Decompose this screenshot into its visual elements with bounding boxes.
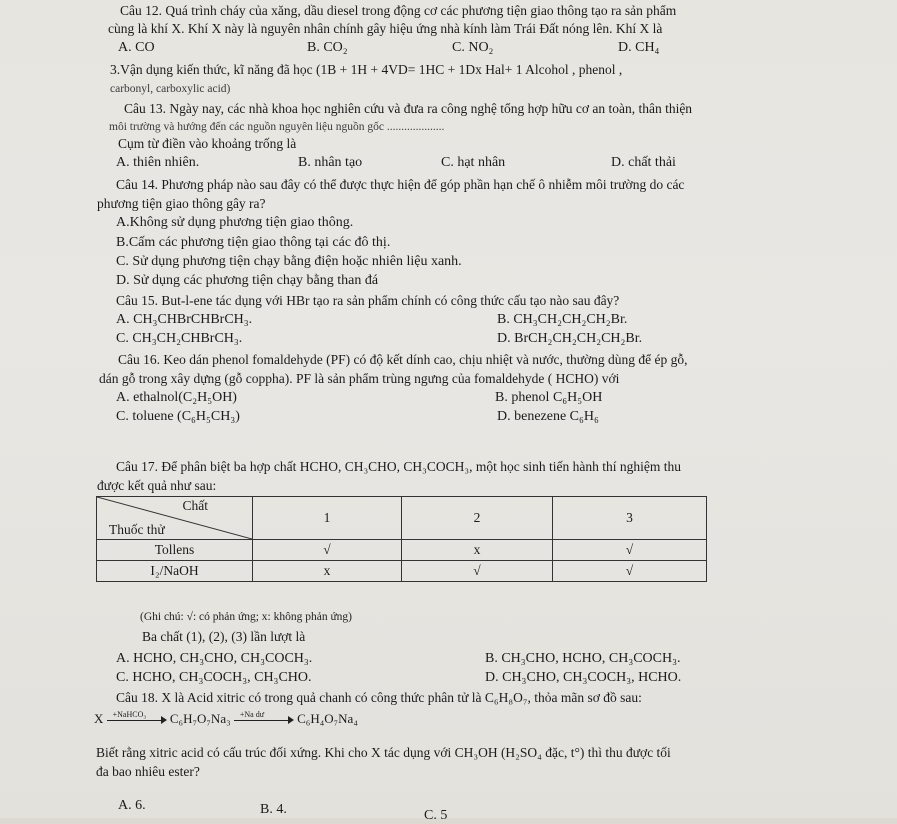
q16-line2: dán gỗ trong xây dựng (gỗ coppha). PF là sản phẩm trùng ngưng của fomaldehyde ( HCHO) với xyxy=(99,371,620,386)
q13-option-c: C. hạt nhân xyxy=(441,155,506,170)
q15-option-c: C. CH₃CH₂CHBrCH₃. xyxy=(116,331,243,346)
q17-line1: Câu 17. Để phân biệt ba hợp chất HCHO, CH₃CHO, CH₃COCH₃, một học sinh tiến hành thí nghiệm thu xyxy=(116,459,681,474)
reagent-1: +NaHCO₃ xyxy=(112,710,147,720)
q12-line2: cùng là khí X. Khí X này là nguyên nhân chính gây hiệu ứng nhà kính làm Trái Đất nóng lên. Khí X là xyxy=(108,21,663,36)
q13-option-d: D. chất thải xyxy=(611,155,676,170)
q18-line3: Biết rằng xitric acid có cấu trúc đối xứng. Khi cho X tác dụng với CH₃OH (H₂SO₄ đặc, t°) thì thu được tối xyxy=(96,745,671,760)
q18-option-a: A. 6. xyxy=(118,798,146,813)
row-label-iodoform: I₂/NaOH xyxy=(97,561,253,582)
corner-bottom-label: Thuốc thử xyxy=(109,522,165,537)
q12-option-d: D. CH₄ xyxy=(618,40,660,55)
section3-line2: carbonyl, carboxylic acid) xyxy=(110,83,231,95)
q13-option-b: B. nhân tạo xyxy=(298,155,363,170)
q18-option-b: B. 4. xyxy=(260,802,287,817)
reagent-2: +Na dư xyxy=(239,710,265,720)
q17-option-b: B. CH₃CHO, HCHO, CH₃COCH₃. xyxy=(485,651,681,666)
reaction-arrow-1 xyxy=(107,710,167,725)
cell-iodoform-2: √ xyxy=(402,561,553,582)
q16-option-a: A. ethalnol(C₂H₅OH) xyxy=(116,390,237,405)
q13-line1: Câu 13. Ngày nay, các nhà khoa học nghiên cứu và đưa ra công nghệ tổng hợp hữu cơ an toàn, thân thiện xyxy=(124,101,693,116)
column-header-3: 3 xyxy=(553,497,707,540)
results-table xyxy=(96,496,707,582)
q14-line2: phương tiện giao thông gây ra? xyxy=(97,196,266,211)
table-row xyxy=(97,561,707,582)
q14-line1: Câu 14. Phương pháp nào sau đây có thể được thực hiện để góp phần hạn chế ô nhiễm môi trường do các xyxy=(116,177,685,192)
q15-option-d: D. BrCH₂CH₂CH₂CH₂Br. xyxy=(497,331,643,346)
q15-option-b: B. CH₃CH₂CH₂CH₂Br. xyxy=(497,312,628,327)
reaction-arrow-2 xyxy=(234,710,294,725)
q12-line1: Câu 12. Quá trình cháy của xăng, dầu diesel trong động cơ các phương tiện giao thông tạo ra sản phẩm xyxy=(120,3,677,18)
q13-line2: môi trường và hướng đến các nguồn nguyên liệu nguồn gốc .................... xyxy=(109,121,445,133)
q16-option-c: C. toluene (C₆H₅CH₃) xyxy=(116,409,240,424)
q17-option-c: C. HCHO, CH₃COCH₃, CH₃CHO. xyxy=(116,670,312,685)
cell-tollens-3: √ xyxy=(553,540,707,561)
q14-option-d: D. Sử dụng các phương tiện chạy bằng than đá xyxy=(116,273,379,288)
q16-line1: Câu 16. Keo dán phenol fomaldehyde (PF) có độ kết dính cao, chịu nhiệt và nước, thường dùng để ép gỗ, xyxy=(118,352,688,367)
q18-line4: đa bao nhiêu ester? xyxy=(96,764,200,779)
q16-option-b: B. phenol C₆H₅OH xyxy=(495,390,603,405)
q13-option-a: A. thiên nhiên. xyxy=(116,155,200,170)
table-row xyxy=(97,497,707,540)
table-row xyxy=(97,540,707,561)
q18-line1: Câu 18. X là Acid xitric có trong quả chanh có công thức phân tử là C₆H₈O₇, thỏa mãn sơ đồ sau: xyxy=(116,690,642,705)
column-header-2: 2 xyxy=(402,497,553,540)
corner-top-label: Chất xyxy=(182,498,208,513)
scheme-start: X xyxy=(94,711,104,726)
cell-tollens-2: x xyxy=(402,540,553,561)
q13-line3: Cụm từ điền vào khoảng trống là xyxy=(118,136,297,151)
q12-option-c: C. NO₂ xyxy=(452,40,494,55)
q15-option-a: A. CH₃CHBrCHBrCH₃. xyxy=(116,312,253,327)
q17-prompt: Ba chất (1), (2), (3) lần lượt là xyxy=(142,629,306,644)
scheme-product-1: C₆H₇O₇Na₃ xyxy=(169,711,231,726)
scheme-product-2: C₆H₄O₇Na₄ xyxy=(297,711,358,726)
q17-option-a: A. HCHO, CH₃CHO, CH₃COCH₃. xyxy=(116,651,313,666)
row-label-tollens: Tollens xyxy=(97,540,253,561)
section3-line1: 3.Vận dụng kiến thức, kĩ năng đã học (1B + 1H + 4VD= 1HC + 1Dx Hal+ 1 Alcohol , phenol , xyxy=(110,62,623,77)
q17-line2: được kết quả như sau: xyxy=(97,478,217,493)
q15-line1: Câu 15. But-l-ene tác dụng với HBr tạo ra sản phẩm chính có công thức cấu tạo nào sau đây? xyxy=(116,293,620,308)
q14-option-c: C. Sử dụng phương tiện chạy bằng điện hoặc nhiên liệu xanh. xyxy=(116,254,462,269)
q17-option-d: D. CH₃CHO, CH₃COCH₃, HCHO. xyxy=(485,670,682,685)
cell-iodoform-3: √ xyxy=(553,561,707,582)
cell-tollens-1: √ xyxy=(253,540,402,561)
table-note: (Ghi chú: √: có phản ứng; x: không phản ứng) xyxy=(140,611,353,623)
q12-option-a: A. CO xyxy=(118,40,155,55)
column-header-1: 1 xyxy=(253,497,402,540)
cell-iodoform-1: x xyxy=(253,561,402,582)
q12-option-b: B. CO₂ xyxy=(307,40,348,55)
q16-option-d: D. benezene C₆H₆ xyxy=(497,409,599,424)
table-corner-cell xyxy=(97,497,253,540)
reaction-scheme xyxy=(94,711,358,727)
q14-option-a: A.Không sử dụng phương tiện giao thông. xyxy=(116,215,354,230)
q14-option-b: B.Cấm các phương tiện giao thông tại các đô thị. xyxy=(116,235,391,250)
q18-option-c: C. 5 xyxy=(424,808,448,823)
